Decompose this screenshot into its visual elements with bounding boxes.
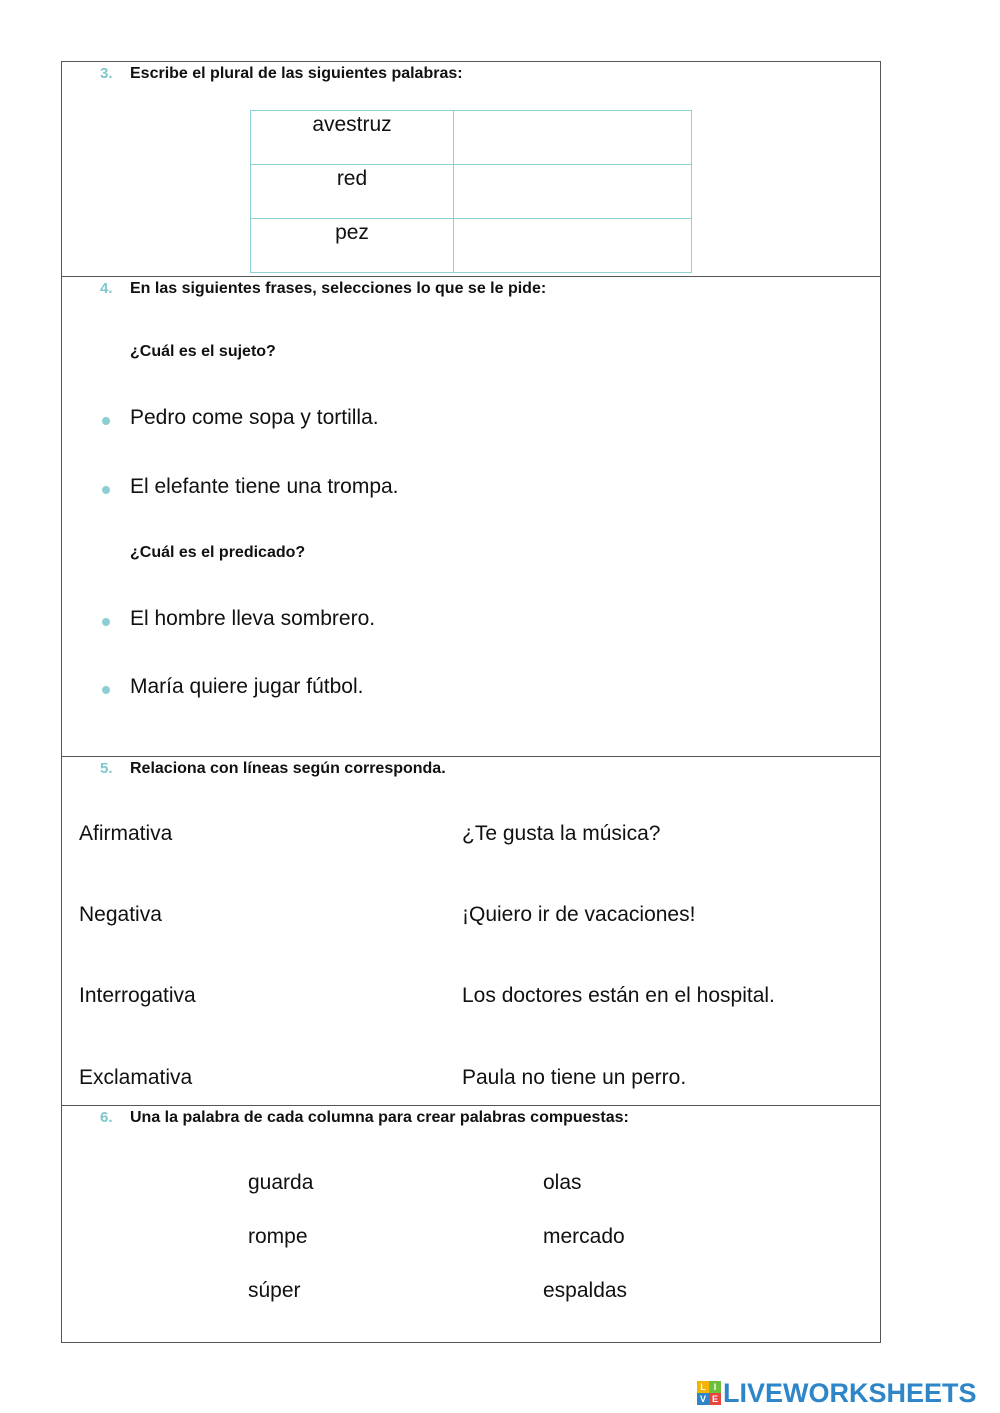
subject-sentence[interactable]: Pedro come sopa y tortilla. [130,406,379,429]
question-3 [62,62,880,276]
question-number: 3. [100,65,113,82]
logo-text: LIVEWORKSHEETS [723,1377,977,1408]
logo-mark-letter: E [709,1393,721,1405]
bullet-icon [102,618,110,626]
answer-cell[interactable] [454,111,692,165]
table-row [251,219,692,273]
logo-mark-icon [697,1381,721,1405]
table-row [251,165,692,219]
sentence-type[interactable]: Exclamativa [79,1066,193,1089]
bullet-icon [102,417,110,425]
logo-mark-letter: I [709,1381,721,1393]
subject-sentence[interactable]: El elefante tiene una trompa. [130,475,399,498]
sentence-type[interactable]: Negativa [79,903,162,926]
question-title: En las siguientes frases, selecciones lo que se le pide: [130,280,547,297]
question-title: Una la palabra de cada columna para crear palabras compuestas: [130,1109,629,1126]
word-part-right[interactable]: espaldas [543,1279,628,1302]
example-sentence[interactable]: Los doctores están en el hospital. [462,984,775,1007]
subject-prompt: ¿Cuál es el sujeto? [130,343,276,360]
logo-mark-letter: V [697,1393,709,1405]
plural-table [250,110,692,273]
word-part-right[interactable]: mercado [543,1225,625,1248]
liveworksheets-logo [697,1378,977,1408]
question-title: Escribe el plural de las siguientes palabras: [130,65,463,82]
predicate-sentence[interactable]: María quiere jugar fútbol. [130,675,364,698]
question-6 [62,1105,880,1343]
question-title: Relaciona con líneas según corresponda. [130,760,446,777]
sentence-type[interactable]: Interrogativa [79,984,196,1007]
worksheet [61,61,881,1343]
question-number: 6. [100,1109,113,1126]
predicate-sentence[interactable]: El hombre lleva sombrero. [130,607,376,630]
example-sentence[interactable]: ¿Te gusta la música? [462,822,661,845]
word-part-left[interactable]: guarda [248,1171,314,1194]
word-part-left[interactable]: rompe [248,1225,308,1248]
question-number: 5. [100,760,113,777]
word-part-right[interactable]: olas [543,1171,582,1194]
word-part-left[interactable]: súper [248,1279,301,1302]
answer-cell[interactable] [454,219,692,273]
table-row [251,111,692,165]
question-5 [62,756,880,1105]
example-sentence[interactable]: Paula no tiene un perro. [462,1066,687,1089]
sentence-type[interactable]: Afirmativa [79,822,173,845]
word-cell: red [251,165,454,219]
logo-mark-letter: L [697,1381,709,1393]
example-sentence[interactable]: ¡Quiero ir de vacaciones! [462,903,696,926]
word-cell: pez [251,219,454,273]
bullet-icon [102,686,110,694]
word-cell: avestruz [251,111,454,165]
bullet-icon [102,486,110,494]
answer-cell[interactable] [454,165,692,219]
predicate-prompt: ¿Cuál es el predicado? [130,544,306,561]
question-number: 4. [100,280,113,297]
question-4 [62,276,880,756]
